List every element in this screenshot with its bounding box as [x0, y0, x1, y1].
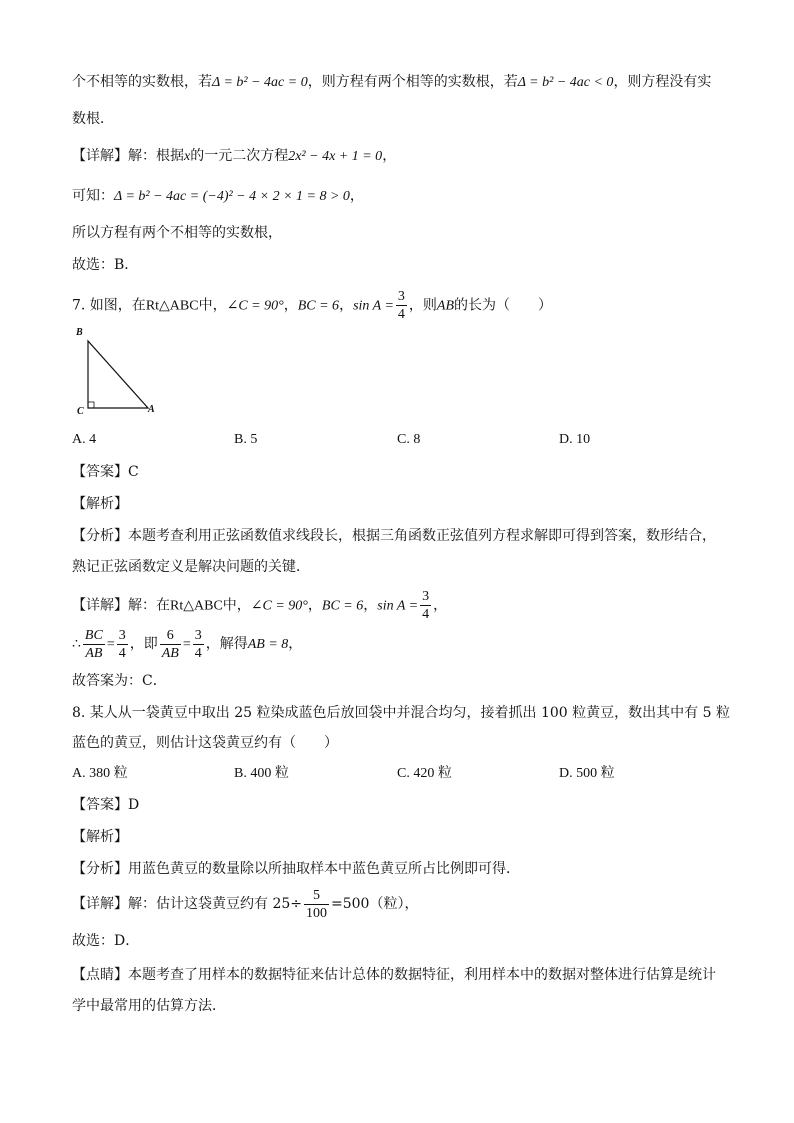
text-line: 可知：Δ = b² − 4ac = (−4)² − 4 × 2 × 1 = 8 > 0， — [72, 188, 364, 204]
text-line: 数根． — [72, 111, 114, 127]
triangle-shape — [88, 341, 148, 408]
option-d: D. 500 粒 — [559, 766, 615, 781]
answer-label: 【答案】C — [72, 464, 139, 480]
comment-text: 【点睛】本题考查了用样本的数据特征来估计总体的数据特征，利用样本中的数据对整体进行估算是统计 — [72, 967, 716, 983]
triangle-figure — [70, 326, 170, 420]
vertex-label-a: A — [148, 404, 155, 415]
comment-text: 学中最常用的估算方法． — [72, 998, 226, 1014]
question-7-stem: 7. 如图，在Rt△ABC中，∠C = 90°，BC = 6，sin A = $\frac{3}{4}$ ，则AB的长为（ ） — [72, 289, 553, 322]
solution-line: ∴ $\frac{BC}{AB}$ = $\frac{3}{4}$ ，即 $\frac{6}{AB}$ = $\frac{3}{4}$ ，解得AB = 8， — [72, 627, 303, 661]
solution-line: 【详解】解：估计这袋黄豆约有 25÷ $\frac{5}{100}$ =500（粒）， — [72, 887, 419, 921]
fraction: $\frac{5}{100}$ — [306, 887, 327, 921]
fraction: $\frac{3}{4}$ — [118, 627, 126, 661]
option-a: A. 4 — [72, 432, 97, 447]
analysis-text: 熟记正弦函数定义是解决问题的关键． — [72, 559, 310, 575]
fraction: $\frac{3}{4}$ — [194, 627, 202, 661]
analysis-text: 【分析】用蓝色黄豆的数量除以所抽取样本中蓝色黄豆所占比例即可得． — [72, 861, 520, 877]
text-line: 个不相等的实数根，若Δ = b² − 4ac = 0，则方程有两个相等的实数根，若Δ = b² − 4ac < 0，则方程没有实 — [72, 74, 712, 90]
fraction: $\frac{BC}{AB}$ — [84, 627, 103, 661]
fraction: $\frac{3}{4}$ — [422, 589, 430, 622]
option-a: A. 380 粒 — [72, 766, 128, 781]
final-answer: 故选：D． — [72, 933, 140, 949]
question-8-stem: 8. 某人从一袋黄豆中取出 25 粒染成蓝色后放回袋中并混合均匀，接着抓出 100 粒黄豆，数出其中有 5 粒 — [72, 705, 730, 721]
option-c: C. 8 — [397, 432, 421, 447]
option-d: D. 10 — [559, 432, 591, 447]
analysis-label: 【解析】 — [72, 829, 128, 845]
vertex-label-b: B — [76, 327, 83, 338]
option-c: C. 420 粒 — [397, 766, 452, 781]
final-answer: 故答案为：C． — [72, 673, 167, 689]
fraction: $\frac{6}{AB}$ — [161, 627, 179, 661]
formula: Δ = b² − 4ac = (−4)² − 4 × 2 × 1 = 8 > 0 — [114, 189, 350, 204]
text-line: 所以方程有两个不相等的实数根， — [72, 225, 282, 241]
option-b: B. 400 粒 — [234, 766, 289, 781]
formula: Δ = b² − 4ac < 0 — [517, 75, 614, 90]
answer-label: 【答案】D — [72, 797, 140, 813]
option-b: B. 5 — [234, 432, 258, 447]
vertex-label-c: C — [77, 406, 84, 417]
text-line: 故选：B． — [72, 257, 139, 273]
solution-line: 【详解】解：在Rt△ABC中，∠C = 90°，BC = 6，sin A = $\frac{3}{4}$ ， — [72, 589, 448, 622]
question-8-stem: 蓝色的黄豆，则估计这袋黄豆约有（ ） — [72, 735, 338, 751]
formula: 2x² − 4x + 1 = 0 — [288, 149, 383, 164]
text-line: 【详解】解：根据x的一元二次方程2x² − 4x + 1 = 0， — [72, 148, 397, 164]
right-angle-mark — [88, 402, 94, 408]
analysis-text: 【分析】本题考查利用正弦函数值求线段长，根据三角函数正弦值列方程求解即可得到答案，数形结合， — [72, 528, 716, 544]
analysis-label: 【解析】 — [72, 496, 128, 512]
formula: Δ = b² − 4ac = 0 — [212, 75, 308, 90]
fraction: $\frac{3}{4}$ — [397, 289, 405, 322]
